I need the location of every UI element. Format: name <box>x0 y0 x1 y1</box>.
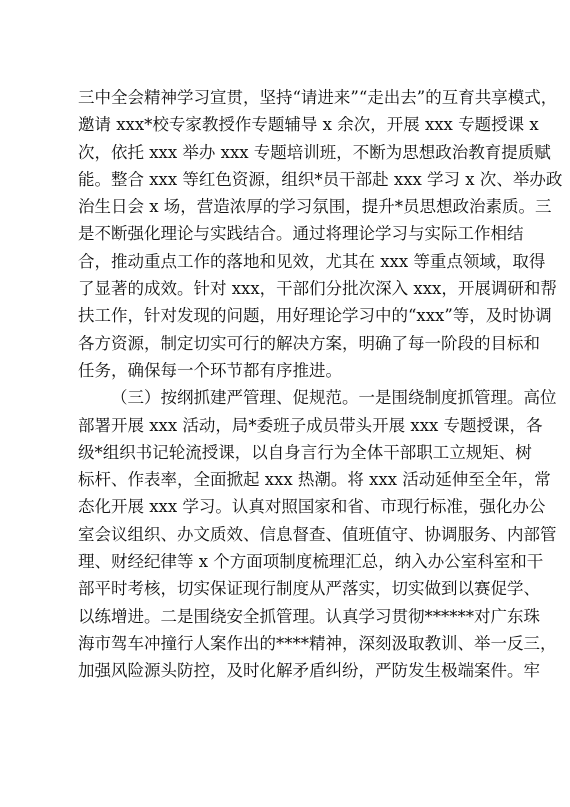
text-line: 扶工作，针对发现的问题，用好理论学习中的“xxx”等，及时协调 <box>78 306 552 326</box>
text-line: 部平时考核，切实保证现行制度从严落实，切实做到以赛促学、 <box>78 579 540 599</box>
document-body <box>78 84 563 685</box>
text-line: 以练增进。二是围绕安全抓管理。认真学习贯彻******对广东珠 <box>78 606 540 626</box>
text-line: 理、财经纪律等 x 个方面项制度梳理汇总，纳入办公室科室和干 <box>78 552 544 572</box>
text-line: 级*组织书记轮流授课，以自身言行为全体干部职工立规矩、树 <box>78 442 532 462</box>
text-line: 态化开展 xxx 学习。认真对照国家和省、市现行标准，强化办公 <box>78 497 546 517</box>
text-line: 三中全会精神学习宣贯，坚持“请进来”“走出去”的互育共享模式， <box>78 88 558 107</box>
text-line: 次，依托 xxx 举办 xxx 专题培训班，不断为思想政治教育提质赋 <box>78 142 551 162</box>
text-line: 各方资源，制定切实可行的解决方案，明确了每一阶段的目标和 <box>78 333 540 353</box>
text-line: 是不断强化理论与实践结合。通过将理论学习与实际工作相结 <box>78 224 524 244</box>
paragraph-end-line: 任务，确保每一个环节都有序推进。 <box>78 360 342 380</box>
text-line: 部署开展 xxx 活动，局*委班子成员带头开展 xxx 专题授课，各 <box>78 415 543 435</box>
section-heading-line: （三）按纲抓建严管理、促规范。一是围绕制度抓管理。高位 <box>111 388 557 408</box>
text-line: 海市驾车冲撞行人案作出的****精神，深刻汲取教训、举一反三， <box>78 633 557 653</box>
text-line: 邀请 xxx*校专家教授作专题辅导 x 余次，开展 xxx 专题授课 x <box>78 115 539 135</box>
text-line: 室会议组织、办文质效、信息督查、值班值守、协调服务、内部管 <box>78 524 557 544</box>
text-line: 了显著的成效。针对 xxx，干部们分批次深入 xxx，开展调研和帮 <box>78 279 557 299</box>
text-line: 治生日会 x 场，营造浓厚的学习氛围，提升*员思想政治素质。三 <box>78 197 552 217</box>
text-line: 合，推动重点工作的落地和见效，尤其在 xxx 等重点领域，取得 <box>78 251 546 271</box>
text-line: 标杆、作表率，全面掀起 xxx 热潮。将 xxx 活动延伸至全年，常 <box>78 470 551 490</box>
text-line: 加强风险源头防控，及时化解矛盾纠纷，严防发生极端案件。牢 <box>78 661 540 681</box>
text-line: 能。整合 xxx 等红色资源，组织*员干部赴 xxx 学习 x 次、举办政 <box>78 169 563 189</box>
